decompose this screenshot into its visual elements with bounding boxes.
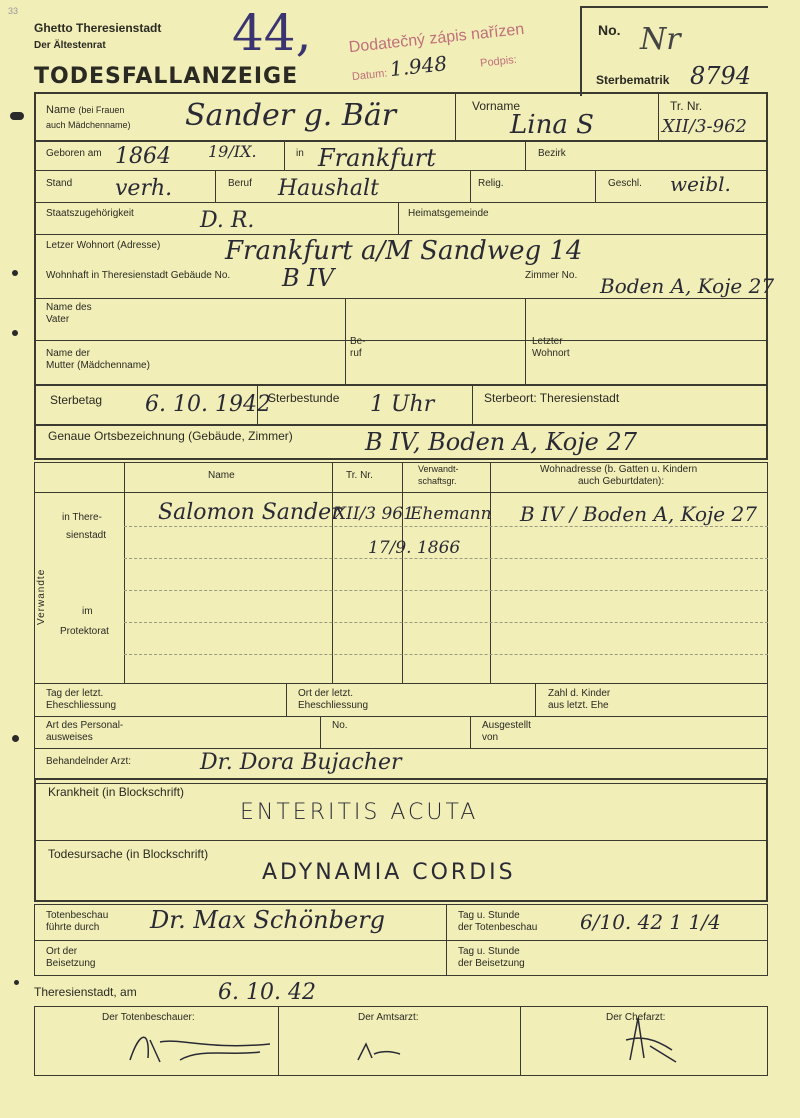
- no-label2: No.: [332, 720, 348, 731]
- sig1-label: Der Totenbeschauer:: [102, 1012, 195, 1023]
- zimmer-label: Zimmer No.: [525, 270, 578, 281]
- in-there-label1: in There-: [62, 512, 102, 523]
- col-verw2: schaftsgr.: [418, 476, 457, 486]
- ort-beis2: Beisetzung: [46, 958, 96, 969]
- tag-stunde1: Tag u. Stunde: [458, 910, 520, 921]
- place-date-value: 6. 10. 42: [218, 980, 316, 1005]
- punch-hole: [12, 330, 18, 336]
- sterbematrik-label: Sterbematrik: [596, 73, 670, 87]
- protektorat-label: Protektorat: [60, 626, 109, 637]
- stamp-datum-value: 1.948: [388, 51, 449, 82]
- col-wohn1: Wohnadresse (b. Gatten u. Kindern: [540, 464, 698, 475]
- trnr-label: Tr. Nr.: [670, 99, 703, 113]
- stand-label: Stand: [46, 178, 73, 189]
- council-title: Der Ältestenrat: [34, 40, 106, 51]
- trnr-value: XII/3-962: [662, 116, 747, 137]
- wohnhaft-label: Wohnhaft in Theresienstadt Gebäude No.: [46, 270, 231, 281]
- place-date-label: Theresienstadt, am: [34, 985, 137, 999]
- krankheit-label: Krankheit (in Blockschrift): [48, 785, 185, 799]
- arzt-label: Behandelnder Arzt:: [46, 756, 132, 767]
- relatives-table: [34, 462, 768, 684]
- heimat-label: Heimatsgemeinde: [408, 208, 489, 219]
- geschl-label: Geschl.: [608, 178, 642, 189]
- beruf2-label: Be-: [350, 336, 366, 347]
- geboren-value: 1864: [115, 144, 171, 169]
- vater-label2: Vater: [46, 314, 70, 325]
- beruf2-label2: ruf: [350, 348, 362, 359]
- vorname-label: Vorname: [472, 99, 521, 113]
- beruf-label: Beruf: [228, 178, 252, 189]
- wohnhaft-value: B IV: [282, 264, 335, 292]
- geboren-label: Geboren am: [46, 148, 102, 159]
- bezirk-label: Bezirk: [538, 148, 566, 159]
- geboren-day: 19/IX.: [208, 142, 257, 161]
- ort-beis1: Ort der: [46, 946, 78, 957]
- signature-amtsarzt: [350, 1030, 410, 1070]
- krankheit-value: ENTERITIS ACUTA: [240, 800, 479, 825]
- sterbeort-label: Sterbeort: Theresienstadt: [484, 391, 620, 405]
- no-value: Nr: [640, 22, 681, 57]
- punch-hole: [12, 735, 19, 742]
- sig3-label: Der Chefarzt:: [606, 1012, 666, 1023]
- todesursache-label: Todesursache (in Blockschrift): [48, 847, 209, 861]
- geschl-value: weibl.: [670, 172, 731, 196]
- totenbeschau-value: Dr. Max Schönberg: [150, 906, 386, 934]
- tag-beis1: Tag u. Stunde: [458, 946, 520, 957]
- corner-mark: 33: [8, 6, 19, 16]
- stand-value: verh.: [115, 176, 173, 201]
- ausgestellt1: Ausgestellt: [482, 720, 531, 731]
- stamp-datum-label: Datum:: [351, 67, 388, 84]
- name-label: Name (bei Frauen: [46, 104, 125, 116]
- mutter-label: Name der: [46, 348, 90, 359]
- punch-hole: [12, 270, 18, 276]
- relatives-side-label: Verwandte: [36, 568, 47, 625]
- name-sublabel: auch Mädchenname): [46, 120, 131, 130]
- tag-stunde2: der Totenbeschau: [458, 922, 538, 933]
- zahl2: aus letzt. Ehe: [548, 700, 609, 711]
- sig2-label: Der Amtsarzt:: [358, 1012, 419, 1023]
- art1: Art des Personal-: [46, 720, 124, 731]
- arzt-value: Dr. Dora Bujacher: [200, 750, 402, 775]
- tag-stunde-value: 6/10. 42 1 1/4: [580, 910, 721, 934]
- tag-letzt2: Eheschliessung: [46, 700, 117, 711]
- ortsbez-label: Genaue Ortsbezeichnung (Gebäude, Zimmer): [48, 429, 293, 443]
- ortsbez-value: B IV, Boden A, Koje 27: [365, 428, 638, 456]
- vorname-value: Lina S: [510, 110, 594, 140]
- form-title: TODESFALLANZEIGE: [34, 64, 299, 89]
- col-verw1: Verwandt-: [418, 464, 459, 474]
- art2: ausweises: [46, 732, 93, 743]
- ghetto-title: Ghetto Theresienstadt: [34, 21, 162, 35]
- letzter2-label: Letzter: [532, 336, 563, 347]
- todesursache-value: ADYNAMIA CORDIS: [262, 860, 516, 885]
- correction-stamp: [348, 21, 528, 85]
- big-number: 44,: [232, 4, 312, 62]
- in-there-label2: sienstadt: [66, 530, 107, 541]
- sterbetag-value: 6. 10. 1942: [145, 392, 271, 417]
- punch-hole: [14, 980, 19, 985]
- sterbematrik-value: 8794: [690, 62, 752, 90]
- col-name: Name: [208, 470, 235, 481]
- col-wohn2: auch Geburtdaten):: [578, 476, 665, 487]
- relative-relation: Ehemann: [410, 504, 492, 524]
- ort-letzt2: Eheschliessung: [298, 700, 369, 711]
- vater-label: Name des: [46, 302, 92, 313]
- beruf-value: Haushalt: [278, 176, 379, 201]
- name-value: Sander g. Bär: [185, 98, 397, 133]
- letzter2-label2: Wohnort: [532, 348, 570, 359]
- staats-label: Staatszugehörigkeit: [46, 208, 134, 219]
- signature-totenbeschauer: [120, 1020, 280, 1070]
- sterbetag-label: Sterbetag: [50, 393, 103, 407]
- stamp-podpis-label: Podpis:: [479, 53, 518, 70]
- stamp-text: Dodatečný zápis nařízen: [348, 20, 525, 57]
- relative-address: B IV / Boden A, Koje 27: [520, 502, 757, 526]
- zahl1: Zahl d. Kinder: [548, 688, 611, 699]
- tag-letzt1: Tag der letzt.: [46, 688, 104, 699]
- col-trnr: Tr. Nr.: [346, 470, 373, 481]
- relative-name: Salomon Sander: [158, 500, 342, 525]
- relig-label: Relig.: [478, 178, 504, 189]
- ausgestellt2: von: [482, 732, 499, 743]
- sterbestunde-label: Sterbestunde: [268, 391, 340, 405]
- letzter-label: Letzer Wohnort (Adresse): [46, 240, 161, 251]
- punch-hole: [10, 112, 24, 120]
- staats-value: D. R.: [200, 208, 255, 233]
- mutter-label2: Mutter (Mädchenname): [46, 360, 150, 371]
- in-label: in: [296, 148, 304, 159]
- ort-letzt1: Ort der letzt.: [298, 688, 354, 699]
- totenbeschau2: führte durch: [46, 922, 100, 933]
- tag-beis2: der Beisetzung: [458, 958, 525, 969]
- totenbeschau1: Totenbeschau: [46, 910, 109, 921]
- sterbestunde-value: 1 Uhr: [370, 392, 435, 417]
- no-label: No.: [598, 22, 621, 38]
- signature-chefarzt: [610, 1010, 690, 1070]
- relative-trnr: XII/3 961: [334, 504, 414, 524]
- im-label: im: [82, 606, 93, 617]
- letzter-value: Frankfurt a/M Sandweg 14: [225, 236, 583, 266]
- relative-birth: 17/9. 1866: [368, 538, 461, 558]
- birthplace-value: Frankfurt: [318, 144, 436, 172]
- zimmer-value: Boden A, Koje 27: [600, 274, 775, 298]
